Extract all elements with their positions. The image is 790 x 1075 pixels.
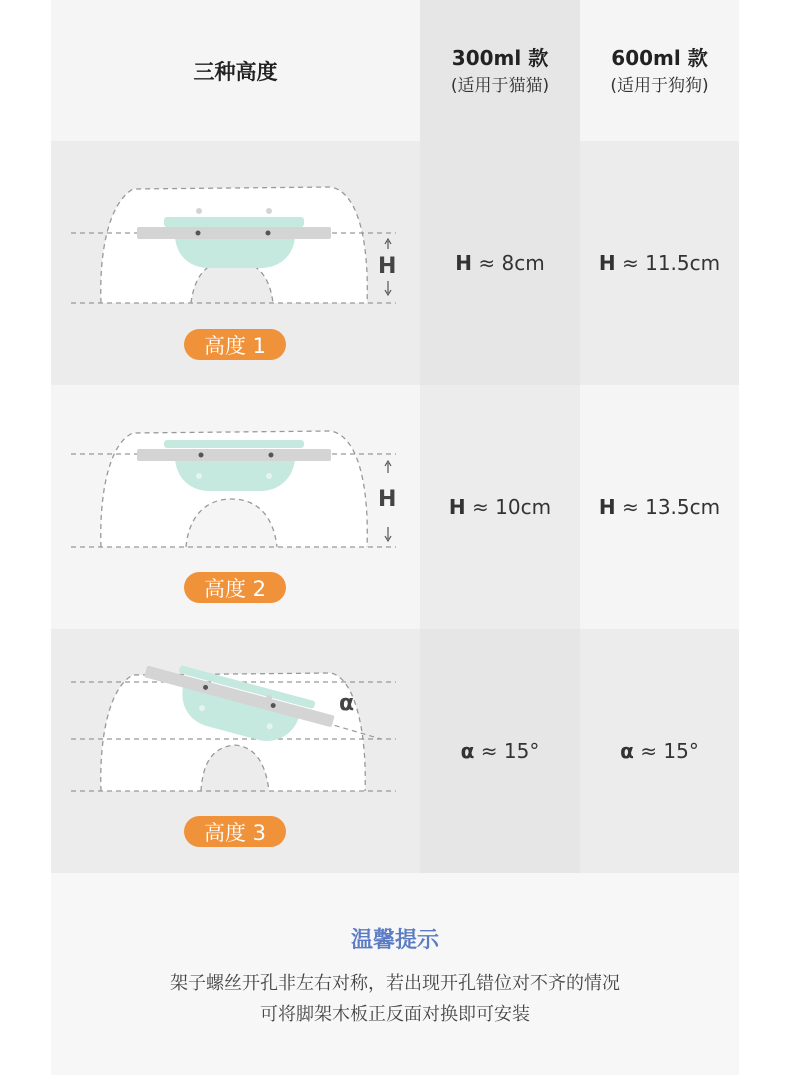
height-3-diagram xyxy=(51,629,420,873)
value-text: ≈ 15° xyxy=(480,739,540,763)
tip-title: 温馨提示 xyxy=(350,928,439,953)
header-600ml-title: 600ml 款 xyxy=(611,45,708,70)
height-2-diagram xyxy=(51,385,420,629)
value-300ml-height-1 xyxy=(455,251,544,275)
height-label: H xyxy=(378,254,397,279)
height-1-diagram xyxy=(51,141,420,385)
header-cell-300ml xyxy=(420,0,580,141)
value-cell-600ml xyxy=(580,385,739,629)
value-symbol: α xyxy=(460,739,475,763)
value-text: ≈ 15° xyxy=(640,739,699,763)
value-text: ≈ 10cm xyxy=(472,495,552,519)
diagram-cell-height-3 xyxy=(51,629,420,873)
height-label: H xyxy=(378,487,397,512)
value-symbol: H xyxy=(598,251,616,275)
table-row xyxy=(51,385,739,629)
table-row xyxy=(51,141,739,385)
value-cell-300ml xyxy=(420,385,580,629)
value-300ml-height-3 xyxy=(461,739,540,763)
value-cell-600ml xyxy=(580,141,739,385)
tip-line-2: 可将脚架木板正反面对换即可安装 xyxy=(260,1004,530,1025)
value-600ml-height-3 xyxy=(620,739,699,763)
value-symbol: α xyxy=(620,739,634,763)
value-symbol: H xyxy=(455,251,473,275)
value-600ml-height-1 xyxy=(599,251,720,275)
value-cell-300ml xyxy=(420,629,580,873)
value-text: ≈ 13.5cm xyxy=(621,495,721,519)
height-comparison-panel xyxy=(51,0,739,1075)
table-header xyxy=(51,0,739,141)
height-3-badge: 高度 3 xyxy=(184,816,286,847)
table-row xyxy=(51,629,739,873)
value-300ml-height-2 xyxy=(449,495,551,519)
value-symbol: H xyxy=(448,495,466,519)
header-300ml-subtitle: (适用于猫猫) xyxy=(450,75,550,96)
header-cell-600ml xyxy=(580,0,739,141)
value-text: ≈ 11.5cm xyxy=(621,251,721,275)
diagram-cell-height-2 xyxy=(51,385,420,629)
value-cell-600ml xyxy=(580,629,739,873)
header-title: 三种高度 xyxy=(193,59,278,84)
header-600ml-subtitle: (适用于狗狗) xyxy=(610,75,709,96)
value-text: ≈ 8cm xyxy=(478,251,545,275)
diagram-cell-height-1 xyxy=(51,141,420,385)
value-symbol: H xyxy=(598,495,616,519)
angle-label: α xyxy=(339,691,355,716)
tip-section xyxy=(51,873,739,1075)
tip-line-1: 架子螺丝开孔非左右对称，若出现开孔错位对不齐的情况 xyxy=(170,973,620,994)
header-cell-heights xyxy=(51,0,420,141)
value-600ml-height-2 xyxy=(599,495,720,519)
value-cell-300ml xyxy=(420,141,580,385)
height-2-badge: 高度 2 xyxy=(184,572,286,603)
height-1-badge: 高度 1 xyxy=(184,329,286,360)
header-300ml-title: 300ml 款 xyxy=(451,45,549,70)
